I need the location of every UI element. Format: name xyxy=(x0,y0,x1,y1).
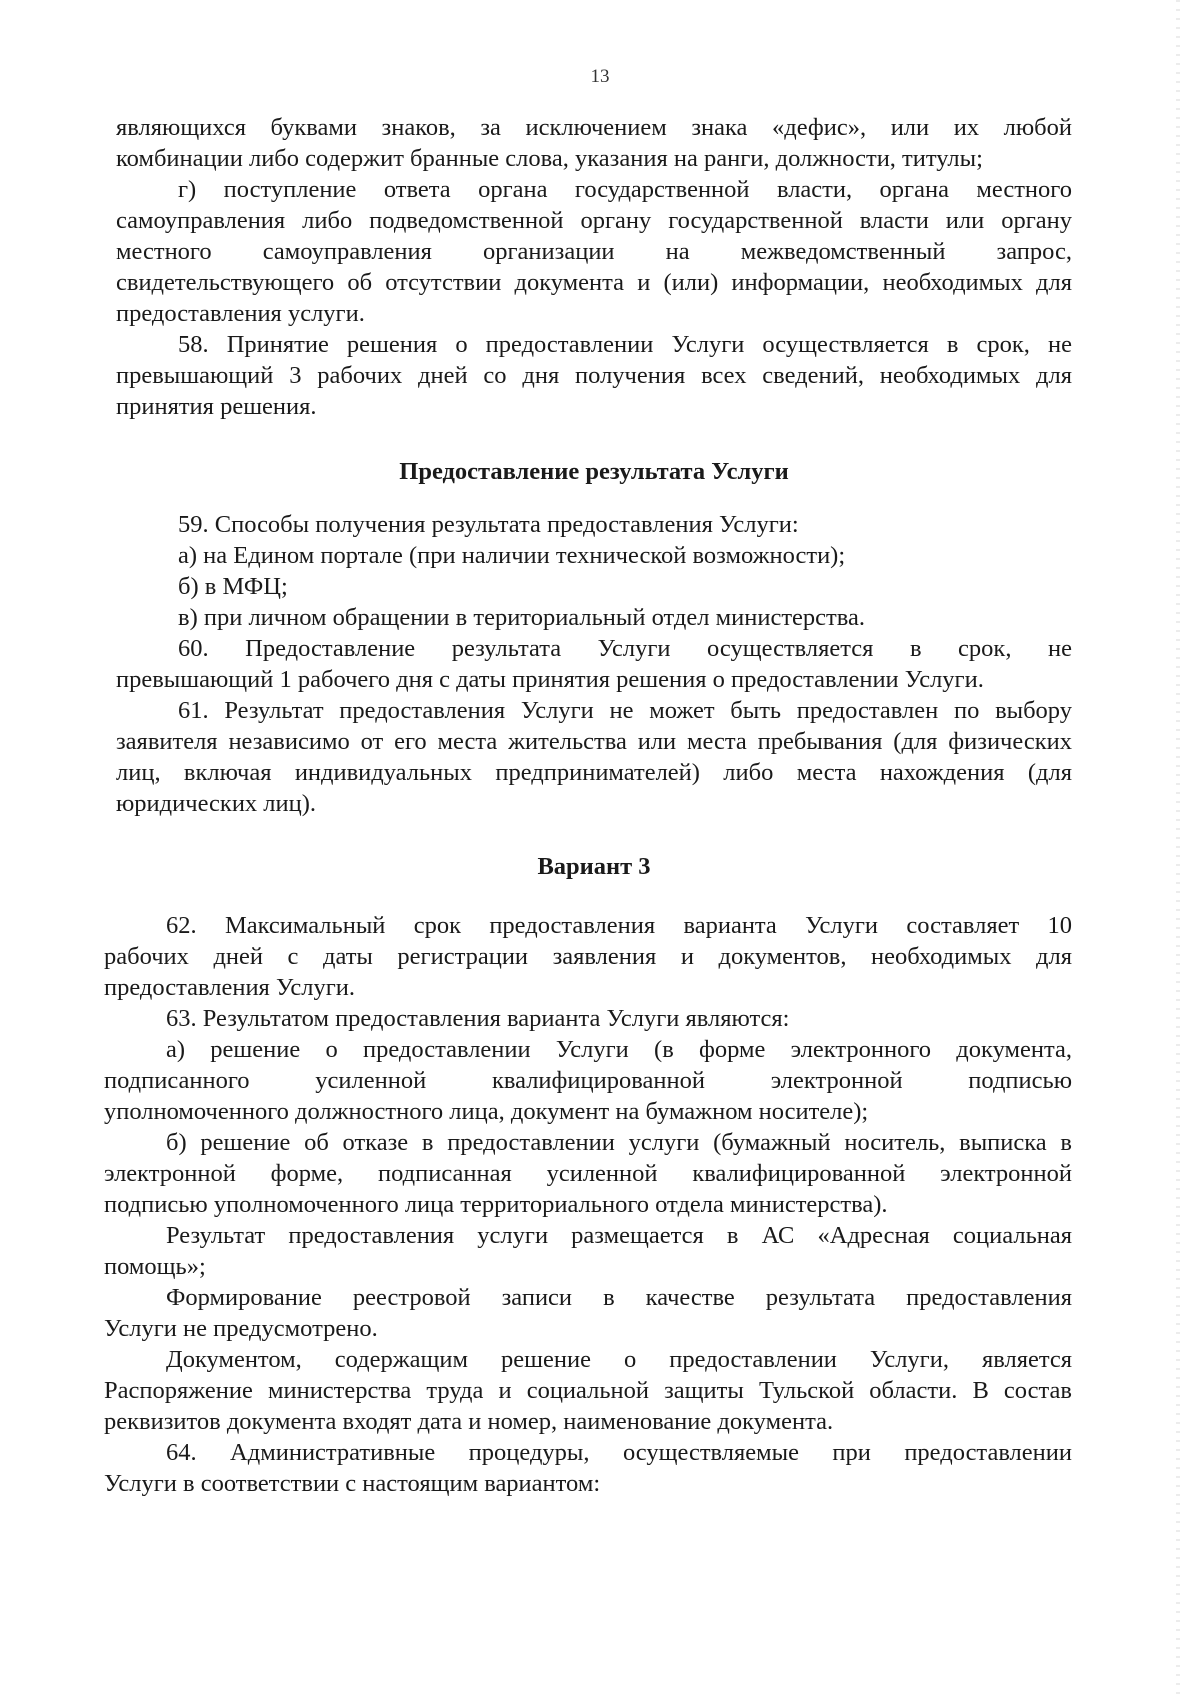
text-line: принятия решения. xyxy=(116,393,317,420)
paragraph-block-1 xyxy=(116,112,1072,422)
text-line: 63. Результатом предоставления варианта Услуги являются: xyxy=(166,1005,790,1032)
text-line: предоставления Услуги. xyxy=(104,974,355,1001)
text-line: 61. Результат предоставления Услуги не может быть предоставлен по выбору xyxy=(178,697,1072,724)
text-line: 64. Административные процедуры, осуществляемые при предоставлении xyxy=(166,1439,1072,1466)
text-line: предоставления услуги. xyxy=(116,300,365,327)
text-line: реквизитов документа входят дата и номер, наименование документа. xyxy=(104,1408,834,1435)
document-body xyxy=(104,112,1072,1499)
text-line: электронной форме, подписанная усиленной квалифицированной электронной xyxy=(104,1160,1072,1187)
text-line: в) при личном обращении в териториальный отдел министерства. xyxy=(178,604,865,631)
text-line: юридических лиц). xyxy=(116,790,317,817)
text-line: б) в МФЦ; xyxy=(178,573,288,600)
text-line: подписанного усиленной квалифицированной электронной подписью xyxy=(104,1067,1072,1094)
text-line: Распоряжение министерства труда и социальной защиты Тульской области. В состав xyxy=(104,1377,1072,1404)
text-line: заявителя независимо от его места жительства или места пребывания (для физических xyxy=(116,728,1072,755)
text-line: 60. Предоставление результата Услуги осуществляется в срок, не xyxy=(178,635,1072,662)
text-line: превышающий 1 рабочего дня с даты принятия решения о предоставлении Услуги. xyxy=(116,666,984,693)
text-line: а) на Едином портале (при наличии технической возможности); xyxy=(178,542,846,569)
text-line: являющихся буквами знаков, за исключением знака «дефис», или их любой xyxy=(116,114,1072,141)
text-line: Документом, содержащим решение о предоставлении Услуги, является xyxy=(166,1346,1072,1373)
text-line: 58. Принятие решения о предоставлении Услуги осуществляется в срок, не xyxy=(178,331,1072,358)
text-line: уполномоченного должностного лица, документ на бумажном носителе); xyxy=(104,1098,869,1125)
text-line: помощь»; xyxy=(104,1253,206,1280)
text-line: б) решение об отказе в предоставлении услуги (бумажный носитель, выписка в xyxy=(166,1129,1072,1156)
text-line: свидетельствующего об отсутствии документа и (или) информации, необходимых для xyxy=(116,269,1072,296)
page-number: 13 xyxy=(590,66,610,87)
text-line: лиц, включая индивидуальных предпринимателей) либо места нахождения (для xyxy=(116,759,1072,786)
text-line: местного самоуправления организации на межведомственный запрос, xyxy=(116,238,1072,265)
section-heading-result: Предоставление результата Услуги xyxy=(399,458,789,485)
text-line: самоуправления либо подведомственной органу государственной власти или органу xyxy=(116,207,1072,234)
text-line: а) решение о предоставлении Услуги (в форме электронного документа, xyxy=(166,1036,1072,1063)
text-line: комбинации либо содержит бранные слова, указания на ранги, должности, титулы; xyxy=(116,145,983,172)
scan-edge-marks xyxy=(1176,0,1180,1697)
text-line: Результат предоставления услуги размещается в АС «Адресная социальная xyxy=(166,1222,1072,1249)
section-heading-variant-3: Вариант 3 xyxy=(537,853,651,880)
paragraph-block-2 xyxy=(116,509,1072,819)
text-line: подписью уполномоченного лица территориального отдела министерства). xyxy=(104,1191,888,1218)
text-line: 62. Максимальный срок предоставления варианта Услуги составляет 10 xyxy=(166,912,1072,939)
paragraph-block-3 xyxy=(104,910,1072,1499)
text-line: Формирование реестровой записи в качестве результата предоставления xyxy=(166,1284,1072,1311)
text-line: Услуги не предусмотрено. xyxy=(104,1315,378,1342)
text-line: 59. Способы получения результата предоставления Услуги: xyxy=(178,511,799,538)
text-line: Услуги в соответствии с настоящим вариантом: xyxy=(104,1470,601,1497)
text-line: г) поступление ответа органа государственной власти, органа местного xyxy=(178,176,1072,203)
text-line: рабочих дней с даты регистрации заявления и документов, необходимых для xyxy=(104,943,1072,970)
text-line: превышающий 3 рабочих дней со дня получения всех сведений, необходимых для xyxy=(116,362,1072,389)
